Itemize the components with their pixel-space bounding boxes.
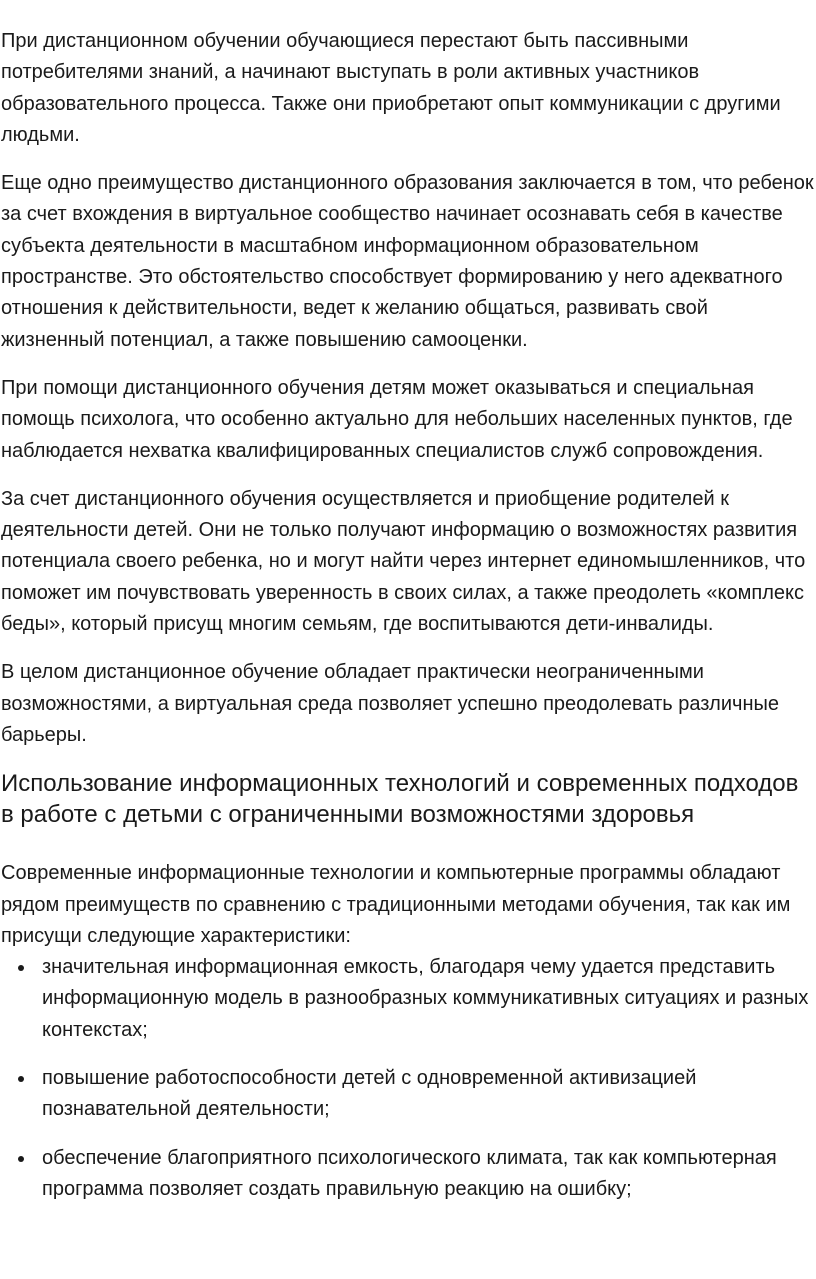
list-item (0, 1063, 816, 1126)
section-heading: Использование информационных технологий и современных подходов в работе с детьми с ограниченными возможностями здоровья (1, 770, 799, 829)
bullet-dot-icon (18, 1156, 24, 1162)
paragraph: В целом дистанционное обучение обладает практически неограниченными возможностями, а виртуальная среда позволяет успешно преодолевать различные барьеры. (1, 661, 779, 746)
paragraph: За счет дистанционного обучения осуществляется и приобщение родителей к деятельности детей. Они не только получают информацию о возможностях развития потенциала своего ребенка, но и могут найти через интернет единомышленников, что поможет им почувствовать уверенность в своих силах, а также преодолеть «комплекс беды», который присущ многим семьям, где воспитываются дети-инвалиды. (1, 487, 806, 636)
list-item-text: повышение работоспособности детей с одновременной активизацией познавательной деятельности; (42, 1067, 697, 1121)
paragraph: Еще одно преимущество дистанционного образования заключается в том, что ребенок за счет вхождения в виртуальное сообщество начинает осознавать себя в качестве субъекта деятельности в масштабном информационном образовательном пространстве. Это обстоятельство способствует формированию у него адекватного отношения к действительности, ведет к желанию общаться, развивать свой жизненный потенциал, а также повышению самооценки. (1, 172, 814, 351)
paragraph: При дистанционном обучении обучающиеся перестают быть пассивными потребителями знаний, а начинают выступать в роли активных участников образовательного процесса. Также они приобретают опыт коммуникации с другими людьми. (1, 30, 781, 146)
list-item-text: значительная информационная емкость, благодаря чему удается представить информационную модель в разнообразных коммуникативных ситуациях и разных контекстах; (42, 956, 809, 1041)
bullet-list (0, 952, 816, 1205)
bullet-dot-icon (18, 965, 24, 971)
bullet-dot-icon (18, 1076, 24, 1082)
list-item (0, 952, 816, 1046)
section-intro: Современные информационные технологии и компьютерные программы обладают рядом преимуществ по сравнению с традиционными методами обучения, так как им присущи следующие характеристики: (1, 862, 791, 947)
list-item-text: обеспечение благоприятного психологического климата, так как компьютерная программа позволяет создать правильную реакцию на ошибку; (42, 1146, 777, 1200)
list-item (0, 1143, 816, 1206)
paragraph: При помощи дистанционного обучения детям может оказываться и специальная помощь психолога, что особенно актуально для небольших населенных пунктов, где наблюдается нехватка квалифицированных специалистов служб сопровождения. (1, 376, 793, 462)
